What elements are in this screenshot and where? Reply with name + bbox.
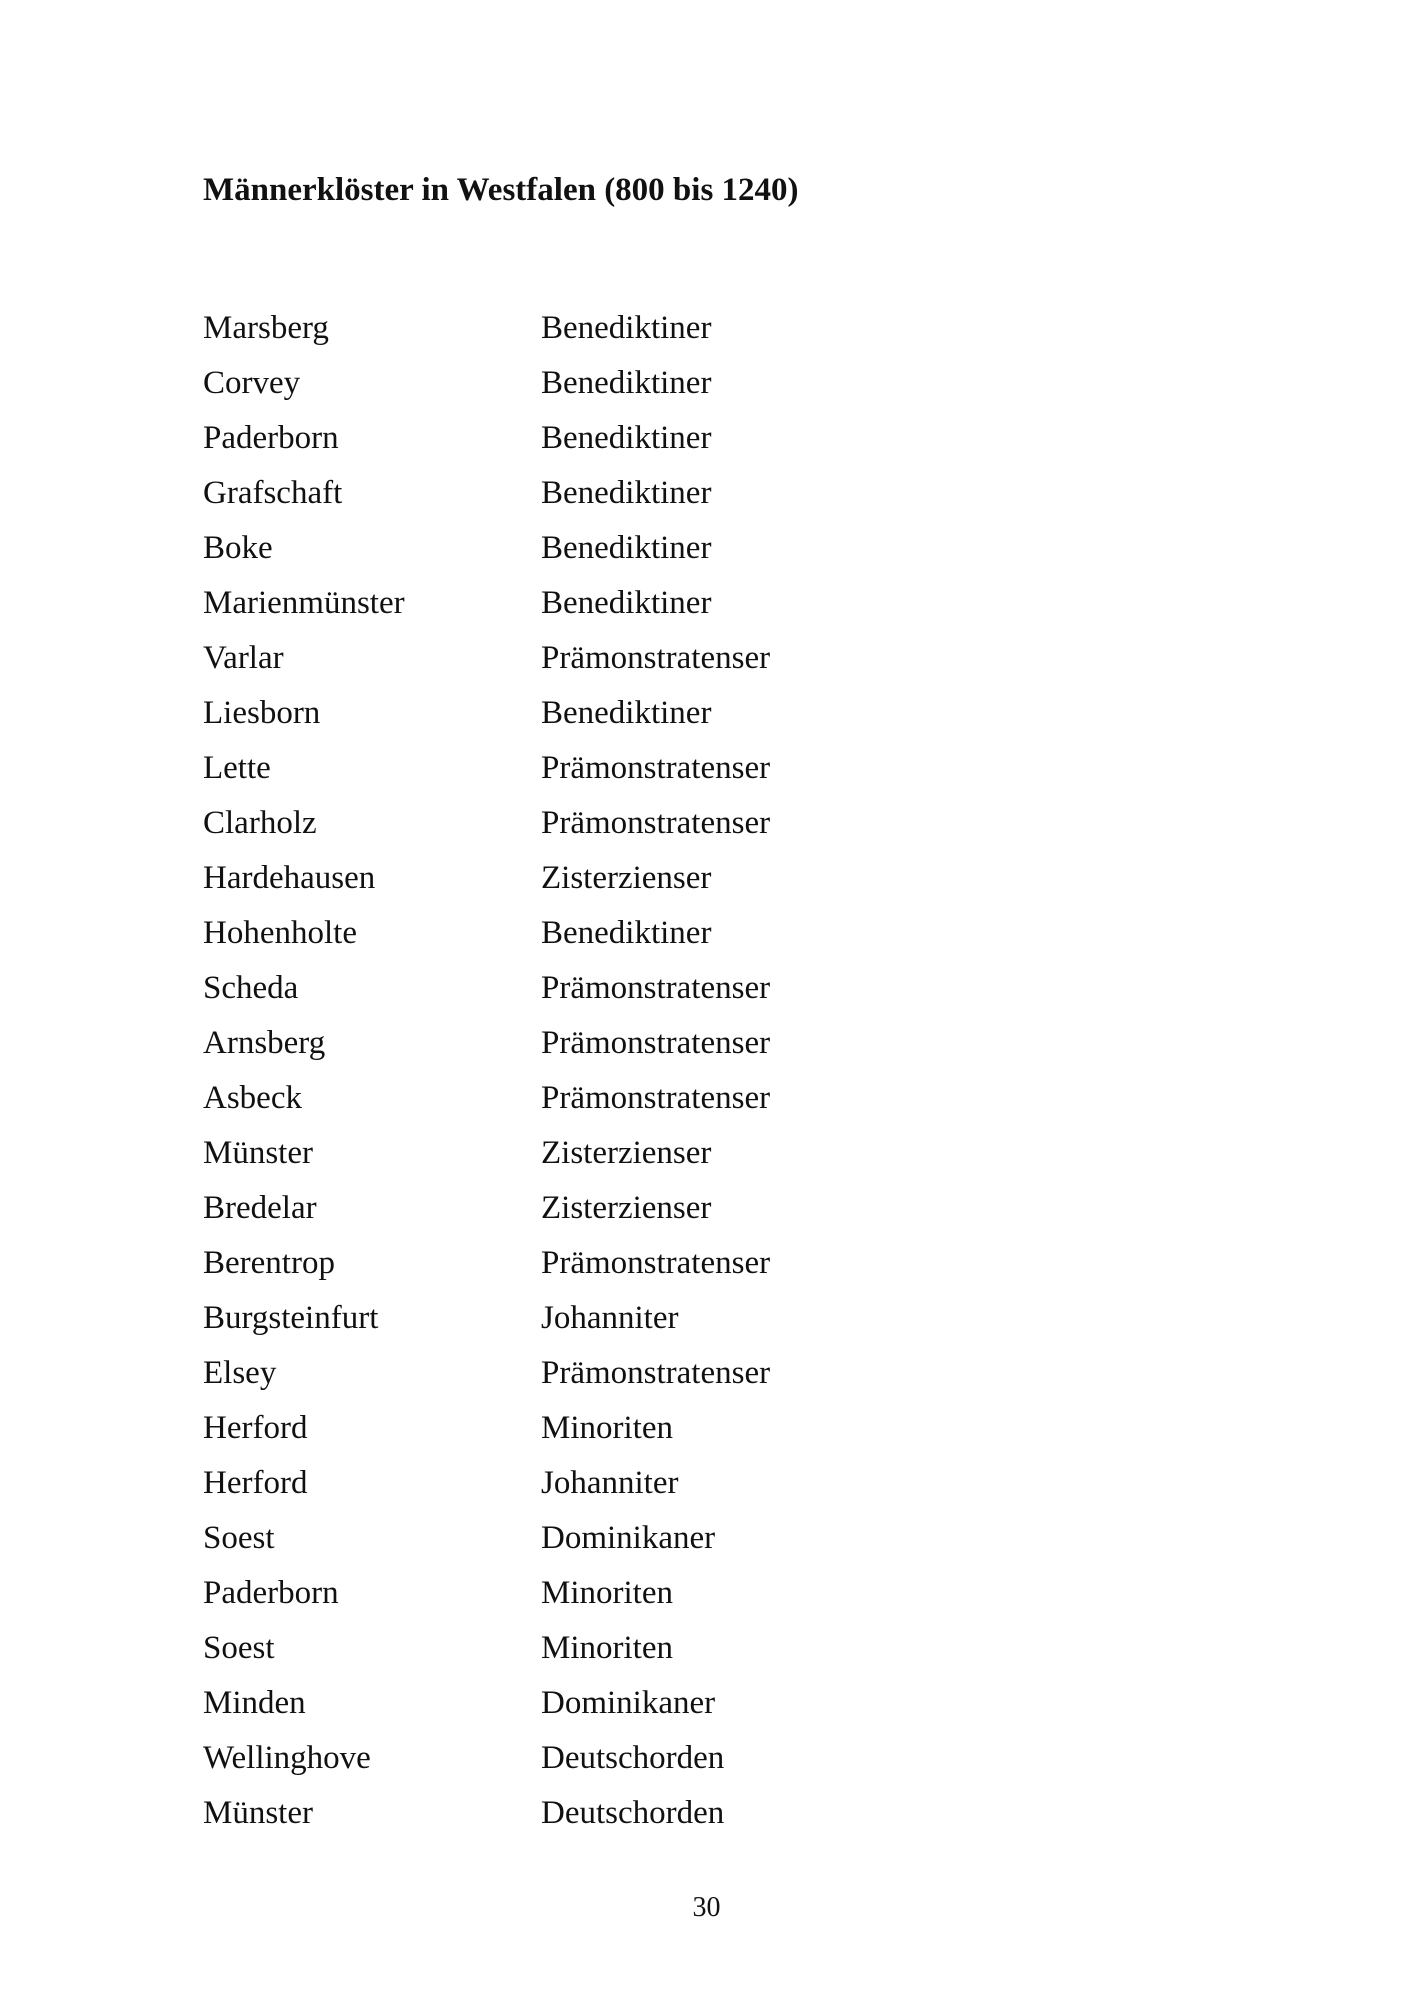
monastery-place: Bredelar	[203, 1189, 317, 1226]
list-item	[203, 740, 963, 795]
list-item	[203, 960, 963, 1015]
monastery-place: Elsey	[203, 1354, 277, 1391]
monastery-order: Benediktiner	[541, 309, 712, 346]
monastery-order: Benediktiner	[541, 694, 712, 731]
monastery-order: Prämonstratenser	[541, 1354, 771, 1391]
monastery-order: Deutschorden	[541, 1739, 725, 1776]
monastery-place: Soest	[203, 1519, 275, 1556]
monastery-place: Hardehausen	[203, 859, 376, 896]
monastery-order: Benediktiner	[541, 474, 712, 511]
monastery-order: Dominikaner	[541, 1519, 716, 1556]
monastery-place: Boke	[203, 529, 273, 566]
monastery-order: Benediktiner	[541, 914, 712, 951]
monastery-order: Johanniter	[541, 1299, 679, 1336]
monastery-place: Berentrop	[203, 1244, 335, 1281]
list-item	[203, 355, 963, 410]
list-item	[203, 1620, 963, 1675]
monastery-place: Marienmünster	[203, 584, 405, 621]
monastery-order: Minoriten	[541, 1629, 673, 1666]
list-item	[203, 685, 963, 740]
monastery-place: Marsberg	[203, 309, 329, 346]
monastery-place: Arnsberg	[203, 1024, 326, 1061]
list-item	[203, 905, 963, 960]
page-title: Männerklöster in Westfalen (800 bis 1240)	[203, 172, 799, 208]
monastery-place: Scheda	[203, 969, 299, 1006]
list-item	[203, 1015, 963, 1070]
list-item	[203, 1675, 963, 1730]
list-item	[203, 1730, 963, 1785]
list-item	[203, 1400, 963, 1455]
list-item	[203, 1345, 963, 1400]
monastery-order: Benediktiner	[541, 584, 712, 621]
monastery-order: Prämonstratenser	[541, 804, 771, 841]
monastery-place: Soest	[203, 1629, 275, 1666]
monastery-place: Grafschaft	[203, 474, 343, 511]
list-item	[203, 1455, 963, 1510]
monastery-order: Prämonstratenser	[541, 1024, 771, 1061]
monastery-order: Benediktiner	[541, 419, 712, 456]
monastery-place: Paderborn	[203, 1574, 339, 1611]
monastery-place: Paderborn	[203, 419, 339, 456]
monastery-order: Zisterzienser	[541, 1134, 712, 1171]
list-item	[203, 1070, 963, 1125]
list-item	[203, 630, 963, 685]
monastery-place: Wellinghove	[203, 1739, 371, 1776]
monastery-order: Prämonstratenser	[541, 639, 771, 676]
monastery-place: Varlar	[203, 639, 284, 676]
monastery-order: Prämonstratenser	[541, 1244, 771, 1281]
monastery-place: Herford	[203, 1409, 308, 1446]
monastery-order: Zisterzienser	[541, 1189, 712, 1226]
list-item	[203, 1290, 963, 1345]
monastery-place: Münster	[203, 1134, 313, 1171]
monastery-order: Zisterzienser	[541, 859, 712, 896]
list-item	[203, 1180, 963, 1235]
list-item	[203, 465, 963, 520]
list-item	[203, 520, 963, 575]
monastery-order: Deutschorden	[541, 1794, 725, 1831]
monastery-order: Dominikaner	[541, 1684, 716, 1721]
list-item	[203, 850, 963, 905]
monastery-place: Liesborn	[203, 694, 321, 731]
monastery-order: Benediktiner	[541, 364, 712, 401]
list-item	[203, 1125, 963, 1180]
monastery-order: Prämonstratenser	[541, 1079, 771, 1116]
monastery-order: Prämonstratenser	[541, 969, 771, 1006]
monastery-place: Asbeck	[203, 1079, 302, 1116]
monastery-place: Herford	[203, 1464, 308, 1501]
page-number: 30	[692, 1892, 721, 1923]
monastery-place: Hohenholte	[203, 914, 357, 951]
monastery-place: Minden	[203, 1684, 306, 1721]
monastery-place: Burgsteinfurt	[203, 1299, 379, 1336]
monastery-place: Clarholz	[203, 804, 317, 841]
list-item	[203, 410, 963, 465]
list-item	[203, 1235, 963, 1290]
monastery-order: Johanniter	[541, 1464, 679, 1501]
list-item	[203, 795, 963, 850]
monastery-place: Corvey	[203, 364, 301, 401]
list-item	[203, 1565, 963, 1620]
monastery-order: Minoriten	[541, 1574, 673, 1611]
monastery-place: Münster	[203, 1794, 313, 1831]
monastery-place: Lette	[203, 749, 271, 786]
list-item	[203, 575, 963, 630]
monastery-list	[203, 300, 963, 1840]
monastery-order: Benediktiner	[541, 529, 712, 566]
list-item	[203, 300, 963, 355]
monastery-order: Prämonstratenser	[541, 749, 771, 786]
monastery-order: Minoriten	[541, 1409, 673, 1446]
list-item	[203, 1785, 963, 1840]
list-item	[203, 1510, 963, 1565]
